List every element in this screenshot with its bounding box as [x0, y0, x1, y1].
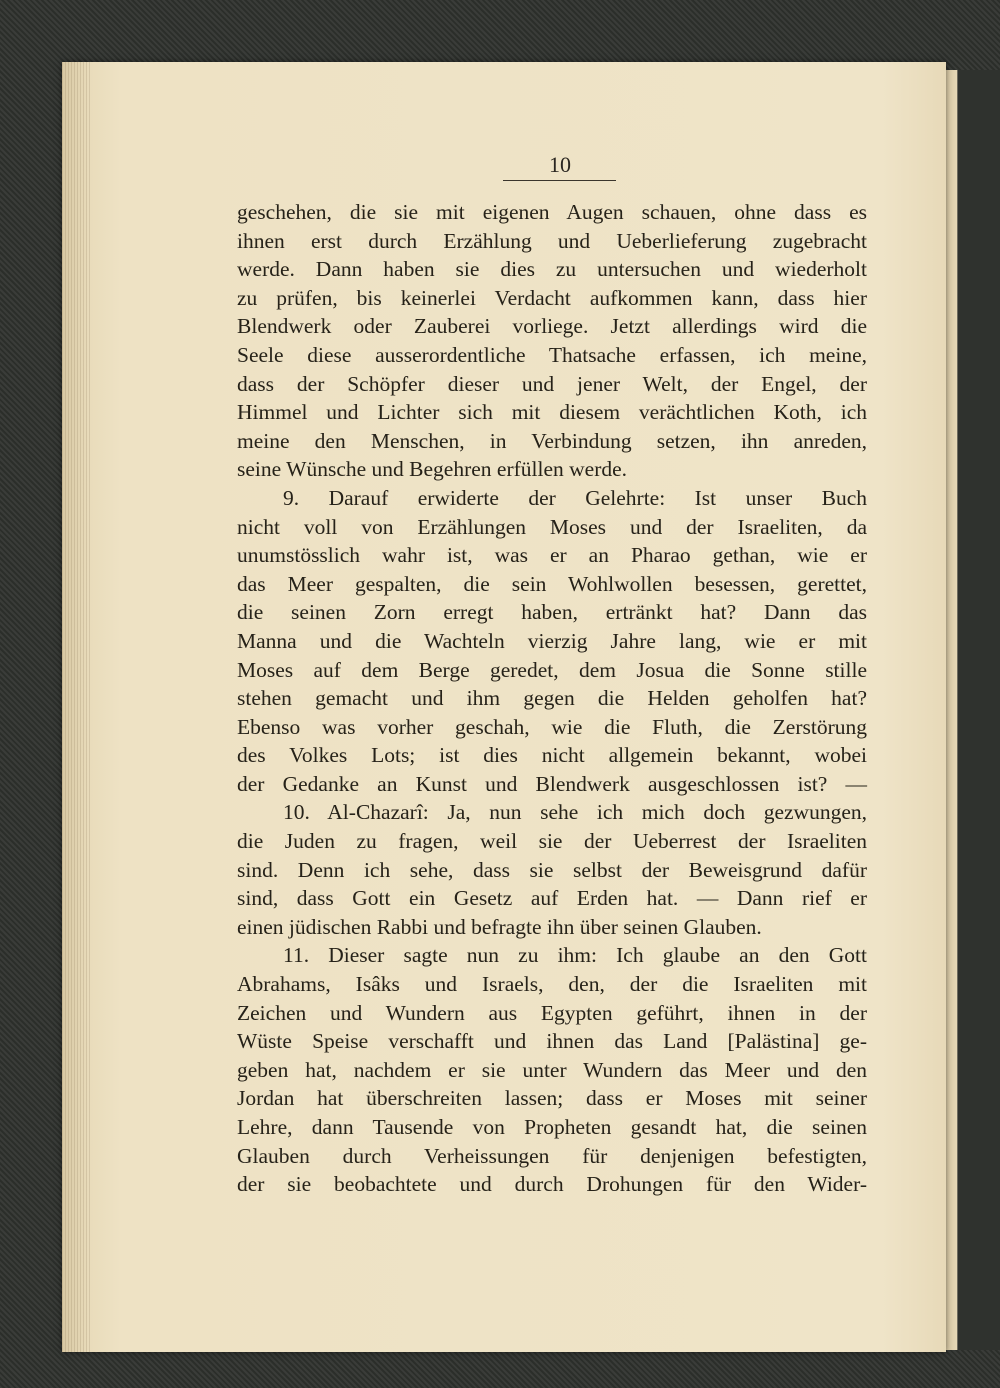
text-line: des Volkes Lots; ist dies nicht allgemein bekannt, wobei: [237, 743, 867, 768]
text-line: Jordan hat überschreiten lassen; dass er Moses mit seiner: [237, 1086, 867, 1111]
page-number: 10: [549, 152, 571, 177]
text-line: sind. Denn ich sehe, dass sie selbst der Beweisgrund dafür: [237, 857, 867, 882]
text-line: das Meer gespalten, die sein Wohlwollen besessen, gerettet,: [237, 571, 867, 596]
text-line: die seinen Zorn erregt haben, ertränkt hat? Dann das: [237, 600, 867, 625]
text-line: einen jüdischen Rabbi und befragte ihn über seinen Glauben.: [237, 914, 762, 939]
text-line: Blendwerk oder Zauberei vorliege. Jetzt allerdings wird die: [237, 314, 867, 339]
text-line: Glauben durch Verheissungen für denjenigen befestigten,: [237, 1143, 867, 1168]
text-line: 11. Dieser sagte nun zu ihm: Ich glaube an den Gott: [283, 943, 867, 968]
text-line: Abrahams, Isâks und Israels, den, der die Israeliten mit: [237, 972, 867, 997]
text-line: unumstösslich wahr ist, was er an Pharao gethan, wie er: [237, 543, 867, 568]
text-line: ihnen erst durch Erzählung und Ueberlieferung zugebracht: [237, 228, 867, 253]
text-line: geschehen, die sie mit eigenen Augen schauen, ohne dass es: [237, 200, 867, 224]
text-line: 10. Al-Chazarî: Ja, nun sehe ich mich doch gezwungen,: [283, 800, 867, 825]
text-line: zu prüfen, bis keinerlei Verdacht aufkommen kann, dass hier: [237, 285, 867, 310]
text-line: Seele diese ausserordentliche Thatsache erfassen, ich meine,: [237, 342, 867, 367]
text-line: Moses auf dem Berge geredet, dem Josua die Sonne stille: [237, 657, 867, 682]
text-line: meine den Menschen, in Verbindung setzen, ihn anreden,: [237, 428, 867, 453]
body-text: [237, 198, 867, 1199]
text-line: geben hat, nachdem er sie unter Wundern das Meer und den: [237, 1057, 867, 1082]
text-line: nicht voll von Erzählungen Moses und der Israeliten, da: [237, 514, 867, 539]
text-line: Manna und die Wachteln vierzig Jahre lang, wie er mit: [237, 628, 867, 653]
text-line: stehen gemacht und ihm gegen die Helden geholfen hat?: [237, 686, 867, 711]
text-line: sind, dass Gott ein Gesetz auf Erden hat. — Dann rief er: [237, 886, 867, 911]
text-line: werde. Dann haben sie dies zu untersuchen und wiederholt: [237, 257, 867, 282]
text-line: Wüste Speise verschafft und ihnen das Land [Palästina] ge-: [237, 1029, 867, 1054]
text-line: Zeichen und Wundern aus Egypten geführt, ihnen in der: [237, 1000, 867, 1025]
text-line: der Gedanke an Kunst und Blendwerk ausgeschlossen ist? —: [237, 771, 867, 796]
header-rule: [503, 180, 616, 181]
text-line: der sie beobachtete und durch Drohungen für den Wider-: [237, 1172, 867, 1197]
page-gutter: [62, 62, 92, 1352]
text-line: Lehre, dann Tausende von Propheten gesandt hat, die seinen: [237, 1115, 867, 1139]
facing-page-edge: [946, 70, 1000, 1350]
text-line: dass der Schöpfer dieser und jener Welt, der Engel, der: [237, 371, 867, 396]
text-line: 9. Darauf erwiderte der Gelehrte: Ist unser Buch: [283, 485, 867, 510]
text-line: die Juden zu fragen, weil sie der Ueberrest der Israeliten: [237, 829, 867, 854]
text-line: seine Wünsche und Begehren erfüllen werde.: [237, 457, 628, 482]
text-line: Ebenso was vorher geschah, wie die Fluth, die Zerstörung: [237, 714, 867, 739]
text-line: Himmel und Lichter sich mit diesem verächtlichen Koth, ich: [237, 400, 867, 425]
